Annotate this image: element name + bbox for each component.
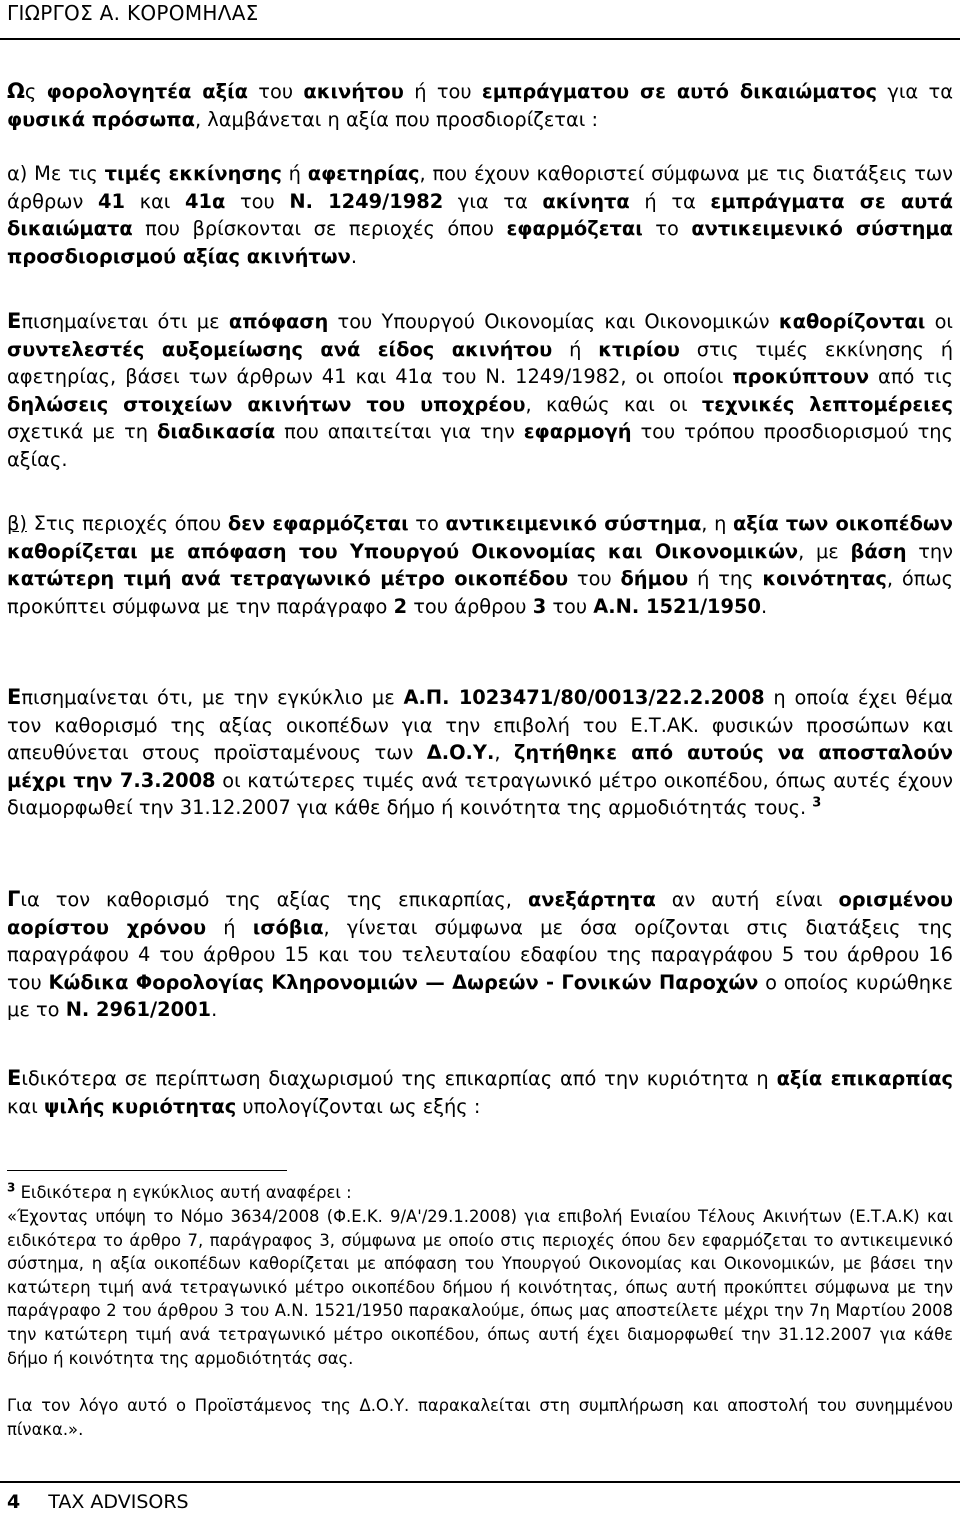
text-run: του Υπουργού Οικονομίας και Οικονομικών [328,310,779,333]
text-run: ια τον καθορισμό της αξίας της επικαρπίας, [20,888,528,911]
text-run: , που έχουν καθοριστεί σύμφωνα με τις διατάξεις των άρθρων [7,162,953,213]
bold-run: ακινήτου [303,80,404,103]
bold-run: ορισμένου αορίστου χρόνου [7,888,954,939]
text-run: . [211,998,218,1022]
text-run: που απαιτείται για την [275,420,524,444]
text-run: του [568,567,621,591]
bold-run: κοινότητας [762,567,887,591]
text-run: ή [281,162,308,185]
bold-run: ισόβια [252,915,324,939]
text-run: και [124,189,185,213]
bold-run: 41 [97,189,125,213]
bold-run: Ν. 2961/2001 [65,998,212,1022]
text-run: πισημαίνεται ότι, με την εγκύκλιο με [21,686,404,709]
text-run: και [7,1094,44,1118]
bold-run: δηλώσεις στοιχείων ακινήτων του υποχρέου [7,392,526,416]
bold-run: φορολογητέα αξία [46,80,248,103]
text-run: , με [798,539,851,563]
text-run: , γίνεται σύμφωνα με όσα ορίζονται στις διατάξεις της παραγράφου 4 του άρθρου 15 και του τελευταίου εδαφίου της παραγράφου 5 του άρθρου 16 του [7,915,953,994]
text-run: ο οποίος κυρώθηκε με το [7,970,953,1022]
paragraph-reduction-coefficients [7,308,953,474]
text-run: ή του [403,80,482,103]
bold-run: 3 [532,594,547,618]
text-run: , η [701,512,733,535]
bold-run: Ν. [289,189,329,213]
text-run: του άρθρου [407,594,533,618]
text-run: ιδικότερα σε περίπτωση διαχωρισμού της επικαρπίας από την κυριότητα η [21,1067,777,1090]
drop-cap: Ε [7,309,22,333]
footer-label: TAX ADVISORS [48,1491,189,1513]
bold-run: βάση [850,539,907,563]
text-run: του [546,594,594,618]
text-run: του [225,189,290,213]
text-run: Στις περιοχές όπου [26,512,228,535]
footnote-intro [7,1181,953,1205]
text-run: ή [206,915,253,939]
footnote-reference[interactable]: 3 [812,795,822,811]
drop-cap: Ε [7,685,22,709]
text-run: οι κατώτερες τιμές ανά τετραγωνικό μέτρο οικοπέδου, όπως αυτές έχουν διαμορφωθεί την 31.12.2007 για κάθε δήμο ή κοινότητα της αρμοδιότητάς τους. [7,768,953,820]
footnote-body [7,1205,953,1370]
footer-divider [0,1481,960,1483]
bold-run: απόφαση [228,310,329,333]
bold-run: κτιρίου [598,337,680,361]
footnote-number: 3 [7,1180,16,1195]
text-run: την [906,539,953,563]
bold-run: εφαρμόζεται [506,217,643,241]
text-run: που βρίσκονται σε περιοχές όπου [132,217,507,241]
drop-cap: Γ [7,887,21,911]
paragraph-b-plots [7,510,953,620]
bold-run: φυσικά πρόσωπα [7,107,195,131]
text-run: . [350,244,357,268]
text-run: σχετικά με τη [7,420,158,444]
drop-cap: Ε [7,1066,22,1090]
footnote-closing [7,1394,953,1441]
text-run: , όπως προκύπτει σύμφωνα με την παράγραφο [7,567,953,618]
bold-run: ζητήθηκε από αυτούς να αποσταλούν μέχρι την 7.3.2008 [7,741,953,792]
bold-run: ανεξάρτητα [527,888,656,911]
text-run: για τα [877,80,954,103]
paragraph-taxable-value [7,78,953,133]
footnote-separator [7,1170,287,1171]
footnote-text: «Έχοντας υπόψη το Νόμο 3634/2008 (Φ.Ε.Κ. 9/Α'/29.1.2008) για επιβολή Ενιαίου Τέλους Ακινήτων (Ε.Τ.Α.Κ) και ειδικότερα το άρθρο 7, παράγραφος 3, σύμφωνα με οποίο στις περιοχές όπου δεν εφαρμόζεται το αντικειμενικό σύστημα, η αξία οικοπέδων καθορίζεται με απόφαση του Υπουργού Οικονομίας και Οικονομικών, με βάσει την κατώτερη τιμή ανά τετραγωνικό μέτρο οικοπέδου δήμου ή κοινότητας, όπως αυτή προκύπτει σύμφωνα με την παράγραφο 2 του άρθρου 3 του Α.Ν. 1521/1950 παρακαλούμε, όπως μας αποστείλετε μέχρι την 7η Μαρτίου 2008 την κατώτερη τιμή ανά τετραγωνικό μέτρο οικοπέδου, όπως αυτή έχει διαμορφωθεί την 31.12.2007 για κάθε δήμο ή κοινότητα της αρμοδιότητάς σας. [7,1207,953,1368]
bold-run: 41α [185,189,226,213]
bold-run: εμπράγματα σε αυτά δικαιώματα [7,189,953,241]
text-run: από τις [869,365,953,389]
bold-run: Κώδικα Φορολογίας Κληρονομιών — Δωρεών - Γονικών Παροχών [48,970,759,994]
bold-run: τιμές εκκίνησης [104,162,282,185]
text-run: ς [24,80,47,103]
footnote-text: Για τον λόγο αυτό ο Προϊστάμενος της Δ.Ο.Υ. παρακαλείται στη συμπλήρωση και αποστολή του συνημμένου πίνακα.». [7,1396,953,1439]
page-footer [7,1490,189,1514]
bold-run: διαδικασία [157,420,276,444]
text-run: οι [925,310,953,333]
text-run: ή της [688,567,763,591]
text-run: του [247,80,304,103]
text-run: υπολογίζονται ως εξής : [236,1094,481,1118]
text-run: ή τα [629,189,711,213]
paragraph-a-starting-prices [7,160,953,270]
paragraph-circular [7,684,953,822]
text-run: το [642,217,692,241]
bold-run: αξία των οικοπέδων καθορίζεται με απόφαση του Υπουργού Οικονομίας και Οικονομικών [7,512,953,563]
bold-run: αντικειμενικό σύστημα [445,512,702,535]
text-run: αν αυτή είναι [655,888,839,911]
bold-run: Δ.Ο.Υ. [426,741,495,765]
bold-run: Α.Π. 1023471/80/0013/22.2.2008 [403,686,765,709]
text-run: , [494,741,514,765]
bold-run: κατώτερη τιμή ανά τετραγωνικό μέτρο οικοπέδου [7,567,569,591]
text-run: για τα [443,189,543,213]
text-run: πισημαίνεται ότι με [21,310,229,333]
header-divider [0,38,960,40]
bold-run: εμπράγματου σε αυτό δικαιώματος [481,80,878,103]
text-run: , λαμβάνεται η αξία που προσδιορίζεται : [194,107,599,131]
bold-run: 2 [393,594,408,618]
bold-run: εφαρμογή [523,420,632,444]
text-run: α) Με τις [7,162,105,185]
bold-run: αφετηρίας [307,162,420,185]
page-number: 4 [7,1491,21,1513]
bold-run: δήμου [620,567,689,591]
text-run: η οποία έχει θέμα τον καθορισμό της αξίας οικοπέδων για την επιβολή του Ε.Τ.ΑΚ. φυσικών προσώπων και απευθύνεται στους προϊσταμένους των [7,686,953,765]
text-run: . [761,594,768,618]
text-run: του τρόπου προσδιορισμού της αξίας. [7,420,953,471]
bold-run: Α.Ν. 1521/1950 [593,594,762,618]
drop-cap: Ω [7,79,25,103]
text-run: , καθώς και οι [525,392,702,416]
bold-run: καθορίζονται [778,310,926,333]
header-author: ΓΙΩΡΓΟΣ Α. ΚΟΡΟΜΗΛΑΣ [7,1,259,25]
bold-run: αντικειμενικό σύστημα προσδιορισμού αξίας ακινήτων [7,217,953,268]
paragraph-separation [7,1065,953,1120]
bold-run: ακίνητα [542,189,630,213]
bold-run: τεχνικές λεπτομέρειες [701,392,953,416]
bold-run: δεν εφαρμόζεται [227,512,409,535]
list-marker: β) [7,512,27,535]
bold-run: προκύπτουν [732,365,870,389]
text-run: το [408,512,446,535]
paragraph-usufruct [7,886,953,1024]
bold-run: ψιλής κυριότητας [43,1094,237,1118]
running-header [7,0,259,26]
text-run: στις τιμές εκκίνησης ή αφετηρίας, βάσει των άρθρων 41 και 41α του Ν. 1249/1982, οι οποίοι [7,337,954,389]
bold-run: συντελεστές αυξομείωσης ανά είδος ακινήτου [7,337,553,361]
bold-run: 1249/1982 [328,189,444,213]
footnote-text: Ειδικότερα η εγκύκλιος αυτή αναφέρει : [15,1183,352,1202]
text-run: ή [552,337,599,361]
bold-run: αξία επικαρπίας [776,1067,954,1090]
